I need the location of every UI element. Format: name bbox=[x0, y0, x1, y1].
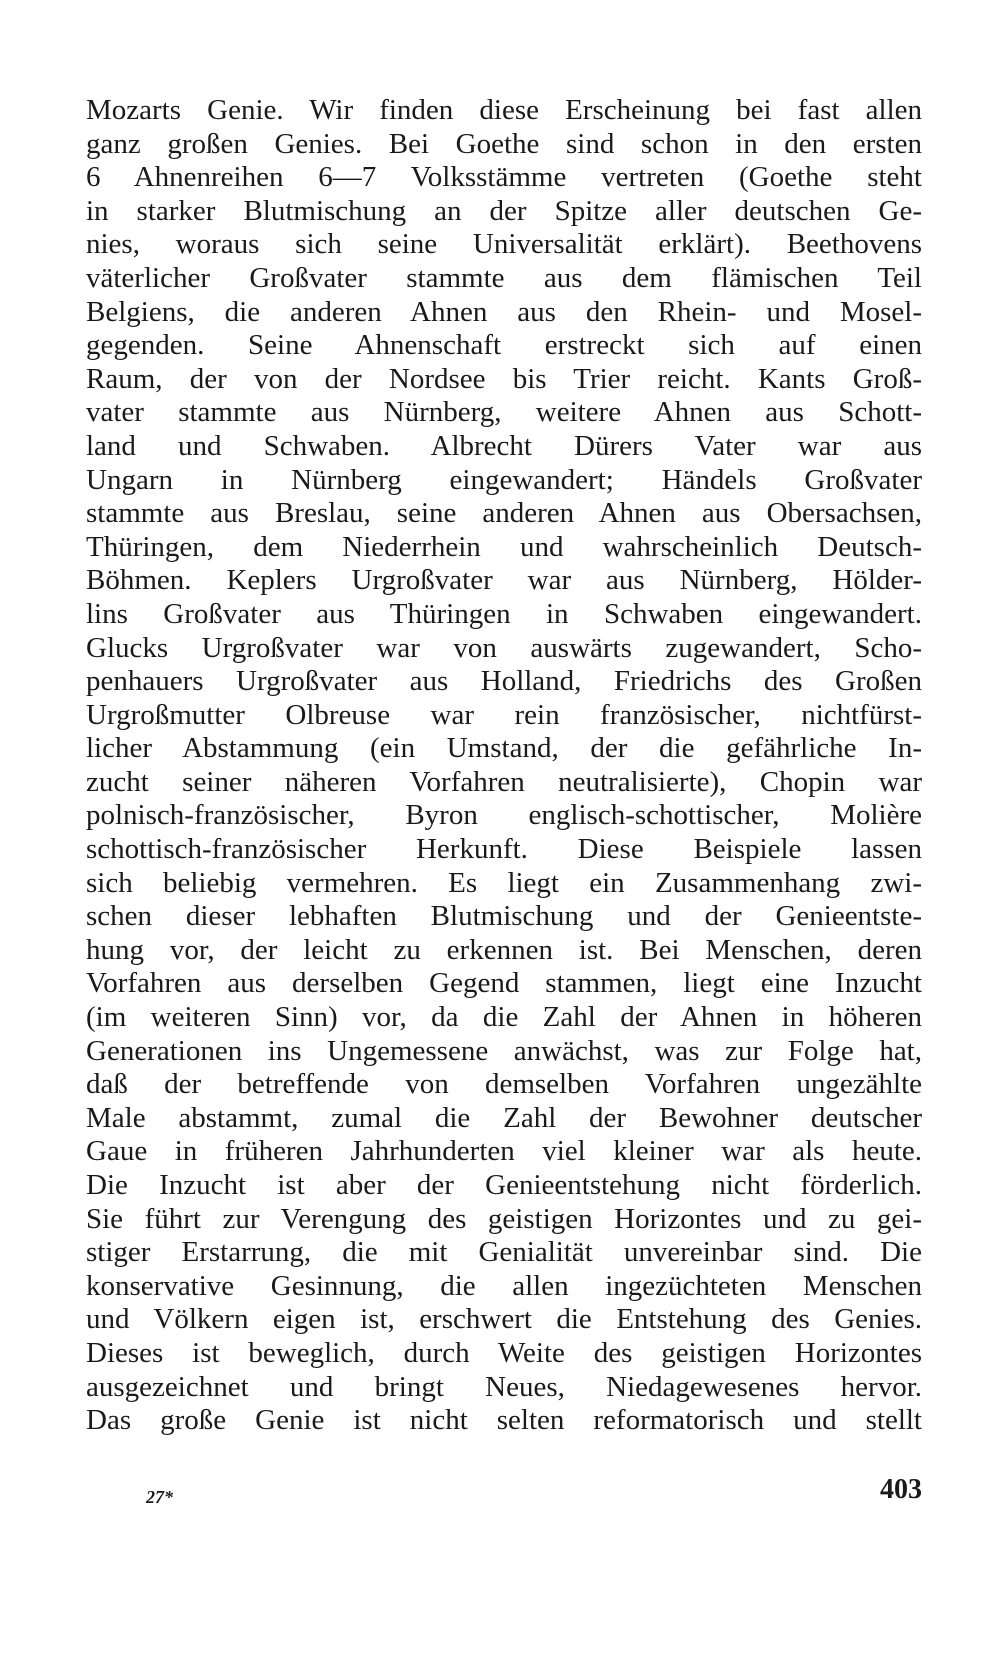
text-line: ganz großen Genies. Bei Goethe sind schon in den ersten bbox=[86, 127, 922, 160]
text-line: (im weiteren Sinn) vor, da die Zahl der Ahnen in höheren bbox=[86, 1001, 922, 1034]
text-line: Das große Genie ist nicht selten reformatorisch und stellt bbox=[86, 1404, 922, 1437]
text-line: Belgiens, die anderen Ahnen aus den Rhein- und Mosel- bbox=[86, 295, 922, 328]
text-line: schen dieser lebhaften Blutmischung und der Genieentste- bbox=[86, 900, 922, 933]
text-line: und Völkern eigen ist, erschwert die Entstehung des Genies. bbox=[86, 1303, 922, 1336]
printer-signature-mark: 27* bbox=[146, 1487, 173, 1507]
page-number: 403 bbox=[880, 1474, 922, 1505]
text-line: Sie führt zur Verengung des geistigen Horizontes und zu gei- bbox=[86, 1202, 922, 1235]
text-line: gegenden. Seine Ahnenschaft erstreckt sich auf einen bbox=[86, 329, 922, 362]
text-line: Vorfahren aus derselben Gegend stammen, liegt eine Inzucht bbox=[86, 967, 922, 1000]
text-line: licher Abstammung (ein Umstand, der die gefährliche In- bbox=[86, 732, 922, 765]
text-line: Gaue in früheren Jahrhunderten viel kleiner war als heute. bbox=[86, 1135, 922, 1168]
text-line: Raum, der von der Nordsee bis Trier reicht. Kants Groß- bbox=[86, 362, 922, 395]
text-line: Die Inzucht ist aber der Genieentstehung nicht förderlich. bbox=[86, 1169, 922, 1201]
text-line: polnisch-französischer, Byron englisch-schottischer, Molière bbox=[86, 799, 922, 832]
body-text bbox=[86, 94, 922, 1438]
text-line: daß der betreffende von demselben Vorfahren ungezählte bbox=[86, 1068, 922, 1101]
text-line: 6 Ahnenreihen 6—7 Volksstämme vertreten (Goethe steht bbox=[86, 161, 922, 194]
text-line: väterlicher Großvater stammte aus dem flämischen Teil bbox=[86, 261, 922, 294]
text-line: in starker Blutmischung an der Spitze aller deutschen Ge- bbox=[86, 194, 922, 227]
text-line: hung vor, der leicht zu erkennen ist. Bei Menschen, deren bbox=[86, 933, 922, 966]
text-line: Generationen ins Ungemessene anwächst, was zur Folge hat, bbox=[86, 1034, 922, 1067]
text-line: schottisch-französischer Herkunft. Diese Beispiele lassen bbox=[86, 833, 922, 866]
text-line: penhauers Urgroßvater aus Holland, Friedrichs des Großen bbox=[86, 665, 922, 698]
text-line: zucht seiner näheren Vorfahren neutralisierte), Chopin war bbox=[86, 765, 922, 798]
text-line: Böhmen. Keplers Urgroßvater war aus Nürnberg, Hölder- bbox=[86, 564, 922, 597]
text-line: Urgroßmutter Olbreuse war rein französischer, nichtfürst- bbox=[86, 698, 922, 731]
text-line: Glucks Urgroßvater war von auswärts zugewandert, Scho- bbox=[86, 631, 922, 664]
text-line: Male abstammt, zumal die Zahl der Bewohner deutscher bbox=[86, 1101, 922, 1134]
text-line: lins Großvater aus Thüringen in Schwaben eingewandert. bbox=[86, 597, 922, 630]
text-line: sich beliebig vermehren. Es liegt ein Zusammenhang zwi- bbox=[86, 866, 922, 899]
text-line: Ungarn in Nürnberg eingewandert; Händels Großvater bbox=[86, 463, 922, 496]
text-line: stiger Erstarrung, die mit Genialität unvereinbar sind. Die bbox=[86, 1236, 922, 1269]
text-line: Mozarts Genie. Wir finden diese Erscheinung bei fast allen bbox=[86, 94, 922, 126]
text-line: stammte aus Breslau, seine anderen Ahnen aus Obersachsen, bbox=[86, 497, 922, 530]
text-line: nies, woraus sich seine Universalität erklärt). Beethovens bbox=[86, 228, 922, 261]
text-line: vater stammte aus Nürnberg, weitere Ahnen aus Schott- bbox=[86, 396, 922, 429]
text-line: ausgezeichnet und bringt Neues, Niedagewesenes hervor. bbox=[86, 1370, 922, 1403]
text-line: land und Schwaben. Albrecht Dürers Vater war aus bbox=[86, 429, 922, 462]
text-line: Dieses ist beweglich, durch Weite des geistigen Horizontes bbox=[86, 1336, 922, 1369]
text-line: konservative Gesinnung, die allen ingezüchteten Menschen bbox=[86, 1269, 922, 1302]
text-line: Thüringen, dem Niederrhein und wahrscheinlich Deutsch- bbox=[86, 530, 922, 563]
